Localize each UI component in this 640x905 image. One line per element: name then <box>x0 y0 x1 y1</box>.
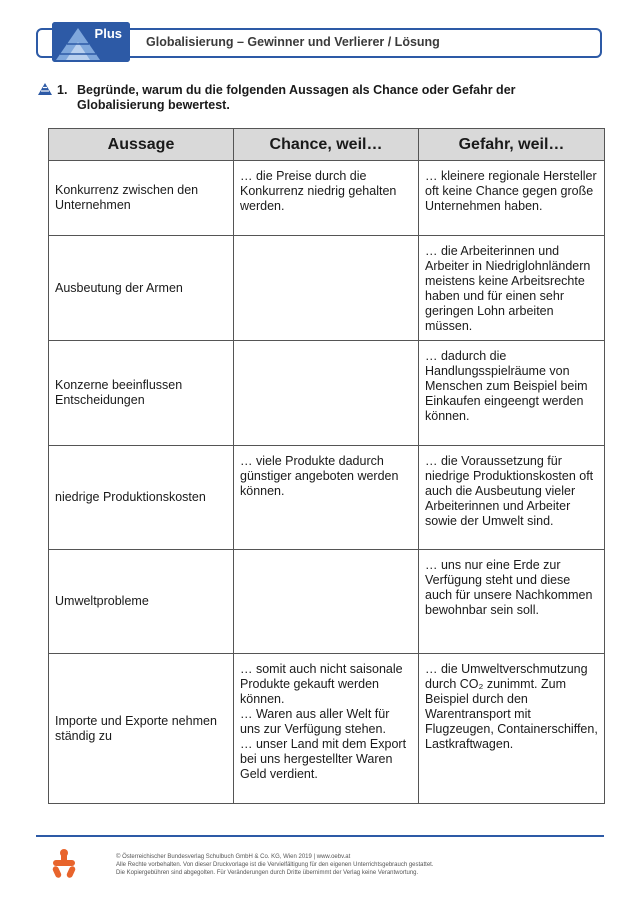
chance-text: … unser Land mit dem Export bei uns hergestellter Waren Geld verdient. <box>240 737 407 781</box>
chance-text: … Waren aus aller Welt für uns zur Verfügung stehen. <box>240 707 390 736</box>
aussage-cell: Umweltprobleme <box>49 550 234 654</box>
chance-cell <box>234 446 419 550</box>
table-row <box>49 161 605 236</box>
table-row <box>49 446 605 550</box>
header-aussage: Aussage <box>49 129 234 161</box>
aussage-cell: Importe und Exporte nehmen ständig zu <box>49 654 234 804</box>
oebv-star-icon <box>50 848 78 880</box>
gefahr-text: … die Arbeiterinnen und Arbeiter in Niedriglohnländern meistens keine Arbeitsrechte haben und für einen sehr geringen Lohn arbeiten müssen. <box>425 244 591 333</box>
table-row <box>49 341 605 446</box>
gefahr-text: … dadurch die Handlungsspielräume von Menschen zum Beispiel beim Einkaufen eingeengt werden können. <box>425 349 588 423</box>
table-row <box>49 654 605 804</box>
footer-rule <box>36 835 604 837</box>
gefahr-text: … die Voraussetzung für niedrige Produktionskosten oft auch die Ausbeutung vieler Arbeiterinnen und Arbeiter sowie der Umwelt sind. <box>425 454 594 528</box>
copyright-notice <box>116 853 596 877</box>
table-row <box>49 236 605 341</box>
page-title: Globalisierung – Gewinner und Verlierer / Lösung <box>146 35 440 49</box>
aussage-cell: Konkurrenz zwischen den Unternehmen <box>49 161 234 236</box>
plus-logo-icon <box>52 22 130 62</box>
chance-cell <box>234 550 419 654</box>
gefahr-cell <box>419 236 605 341</box>
table-row <box>49 550 605 654</box>
chance-cell <box>234 654 419 804</box>
gefahr-text: … kleinere regionale Hersteller oft keine Chance gegen große Unternehmen haben. <box>425 169 597 213</box>
chance-text: … viele Produkte dadurch günstiger angeboten werden können. <box>240 454 399 498</box>
copyright-line: © Österreichischer Bundesverlag Schulbuch GmbH & Co. KG, Wien 2019 | www.oebv.at <box>116 854 351 860</box>
logo-label: Plus <box>94 26 122 41</box>
gefahr-text: … die Umweltverschmutzung durch CO₂ zunimmt. Zum Beispiel durch den Warentransport mit Flugzeugen, Containerschiffen, Lastkraftwagen. <box>425 662 598 751</box>
copyright-line: Alle Rechte vorbehalten. Von dieser Druckvorlage ist die Vervielfältigung für den eigenen Unterrichtsgebrauch gestattet. <box>116 862 434 868</box>
table-header-row <box>49 129 605 161</box>
aussage-cell: niedrige Produktionskosten <box>49 446 234 550</box>
pyramid-task-icon <box>38 82 52 96</box>
header-chance: Chance, weil… <box>234 129 419 161</box>
chance-cell <box>234 341 419 446</box>
gefahr-cell <box>419 161 605 236</box>
gefahr-cell <box>419 446 605 550</box>
aussagen-table <box>48 128 605 804</box>
chance-text: … die Preise durch die Konkurrenz niedrig gehalten werden. <box>240 169 397 213</box>
copyright-line: Die Kopiergebühren sind abgegolten. Für Veränderungen durch Dritte übernimmt der Verlag keine Verantwortung. <box>116 870 419 876</box>
chance-cell <box>234 236 419 341</box>
aussage-cell: Konzerne beeinflussen Entscheidungen <box>49 341 234 446</box>
aussage-cell: Ausbeutung der Armen <box>49 236 234 341</box>
gefahr-cell <box>419 550 605 654</box>
header-gefahr: Gefahr, weil… <box>419 129 605 161</box>
gefahr-text: … uns nur eine Erde zur Verfügung steht und diese auch für unsere Nachkommen bewohnbar sein soll. <box>425 558 593 617</box>
gefahr-cell <box>419 341 605 446</box>
chance-cell <box>234 161 419 236</box>
chance-text: … somit auch nicht saisonale Produkte gekauft werden können. <box>240 662 403 706</box>
gefahr-cell <box>419 654 605 804</box>
task-instruction: Begründe, warum du die folgenden Aussagen als Chance oder Gefahr der Globalisierung bewertest. <box>77 83 516 112</box>
task-number: 1. <box>57 83 68 97</box>
